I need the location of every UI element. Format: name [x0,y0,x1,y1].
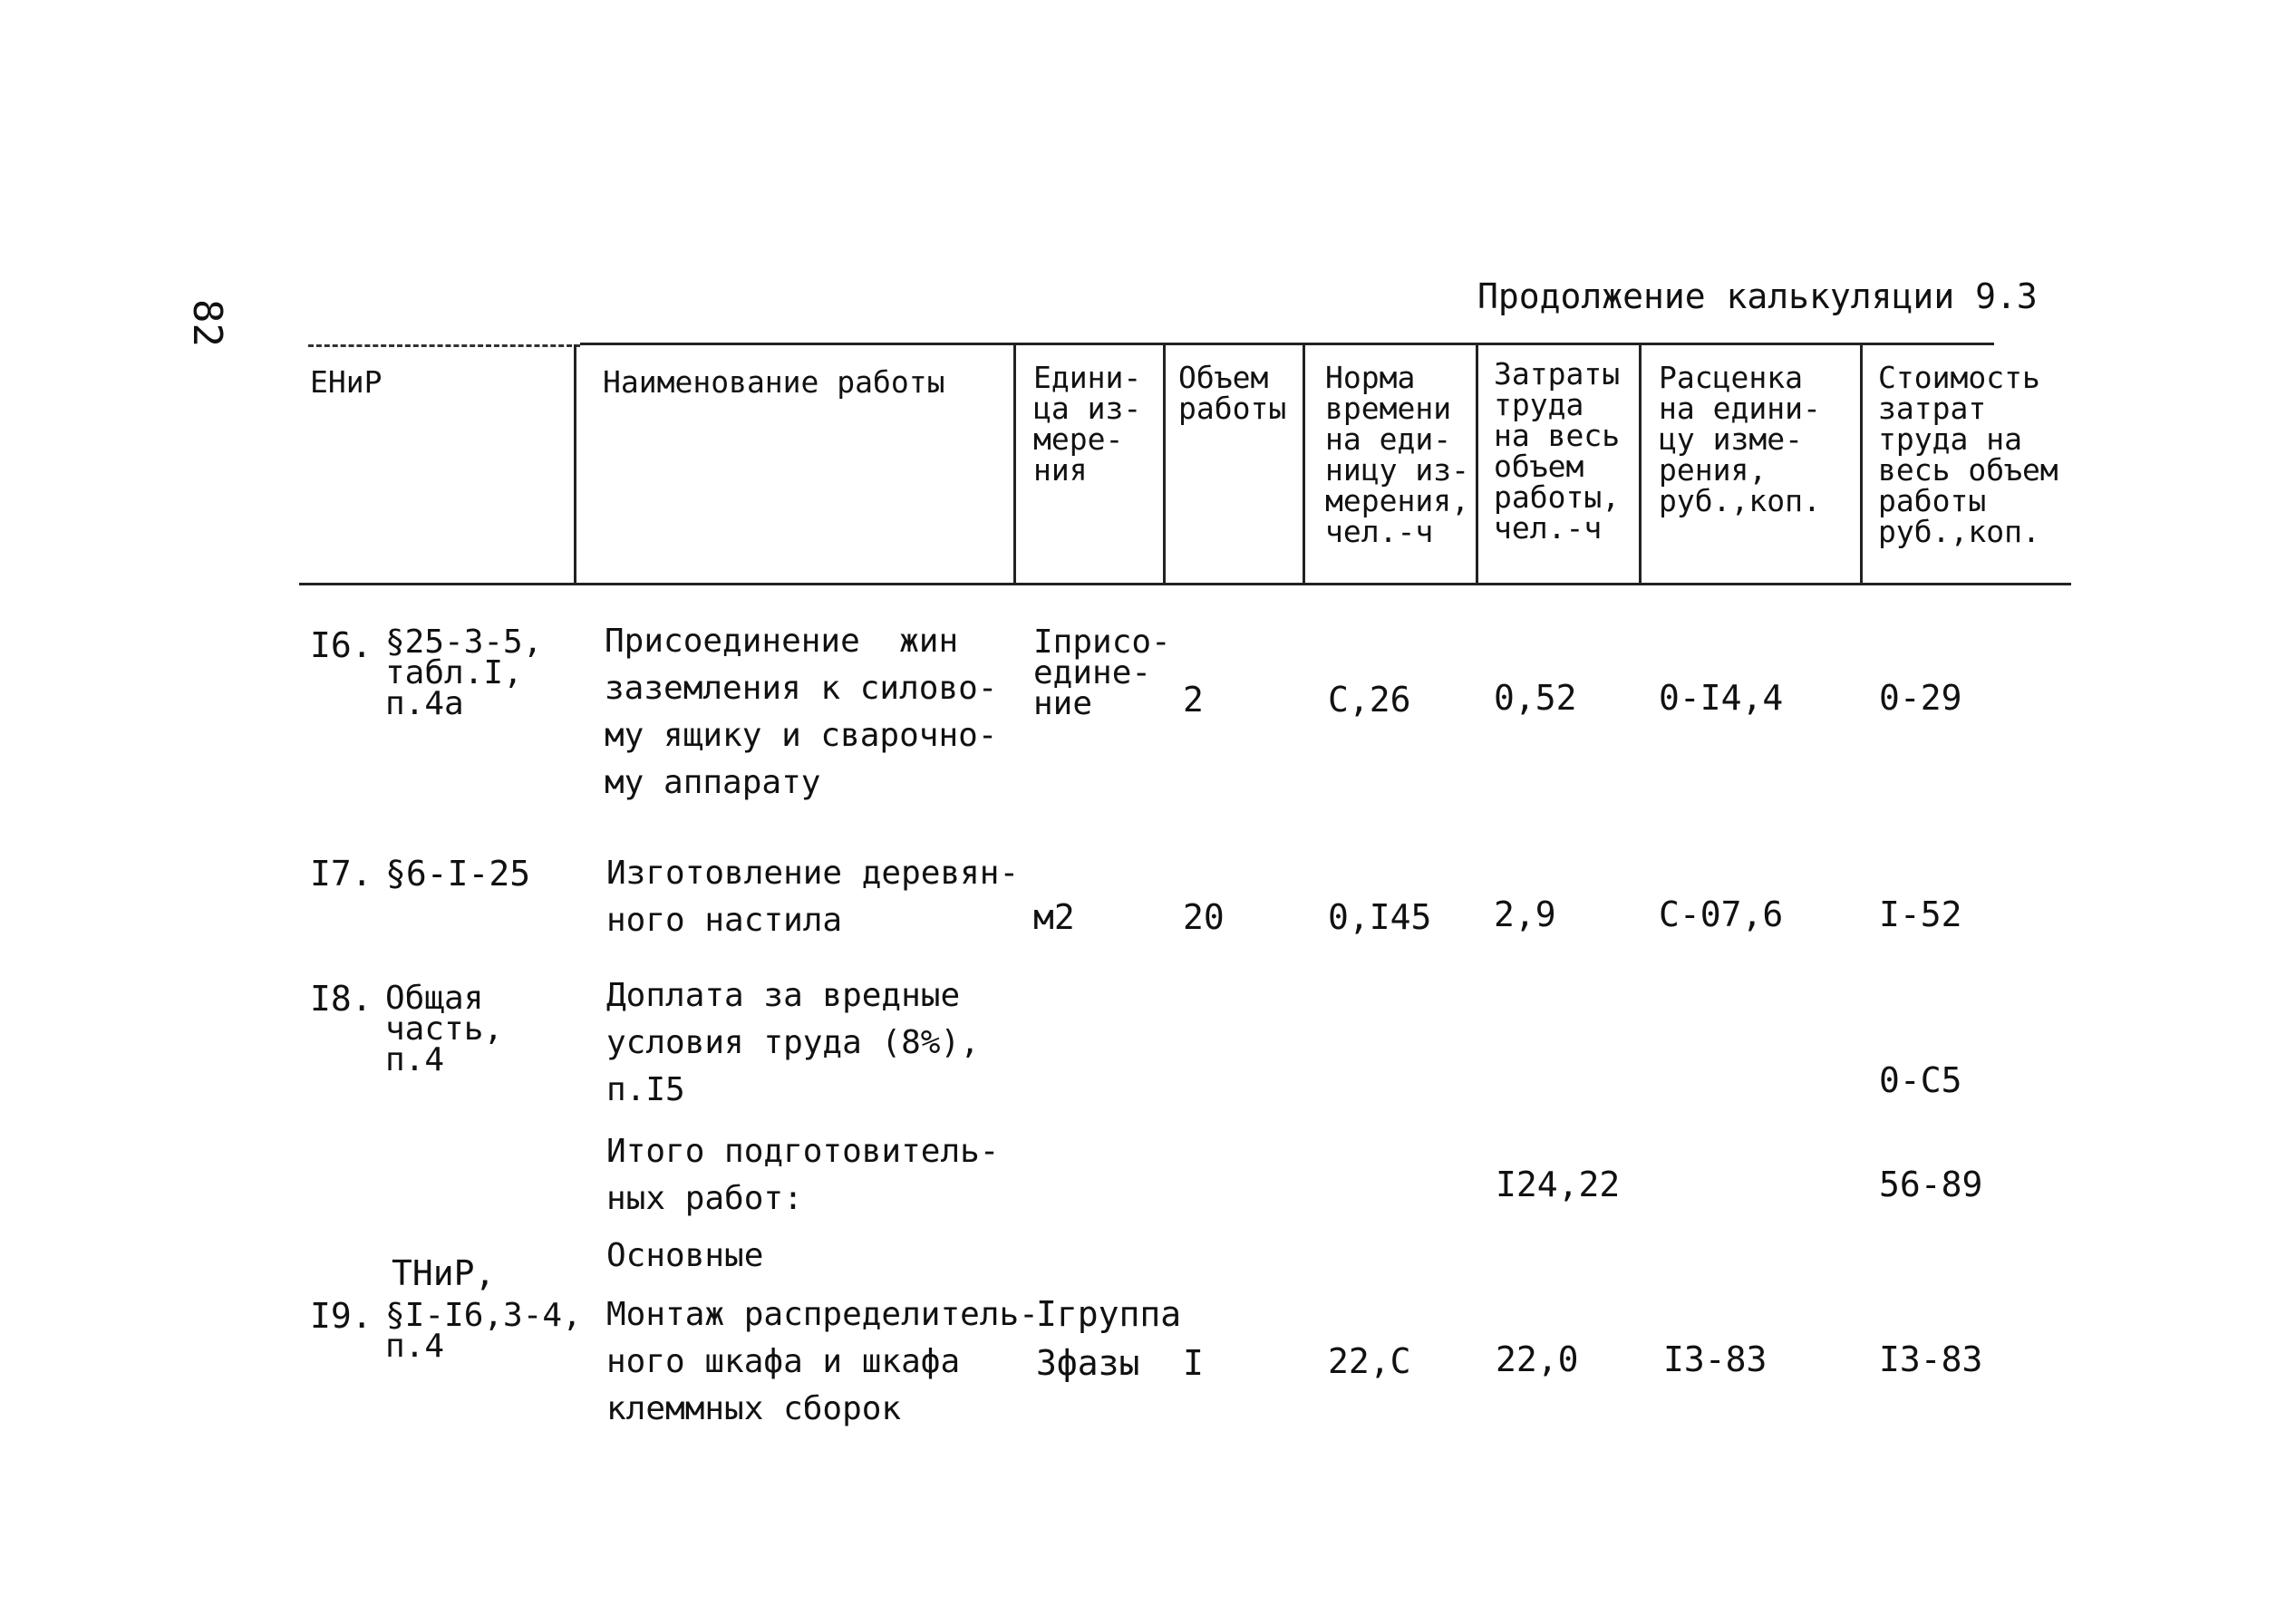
row-number: I6. [310,625,373,665]
column-divider [1013,344,1016,583]
table-header-bottom-rule [299,583,2071,585]
column-divider [1163,344,1166,583]
row-unit: Iприсо- едине- ние [1033,624,1171,722]
row-cost: 0-29 [1879,678,1962,718]
row-time-norm: С,26 [1328,680,1411,720]
row-number: I7. [310,854,373,894]
table-top-rule-dashed [308,344,580,347]
row-rate: 0-I4,4 [1659,678,1784,718]
row-unit-line1: Iгруппа [1036,1294,1182,1334]
row-labor: 0,52 [1494,678,1577,718]
row-work-name: Монтаж распределитель- ного шкафа и шкафа клеммных сборок [606,1296,1039,1427]
row-volume: I [1183,1343,1204,1383]
row-volume: 20 [1183,897,1225,937]
column-divider [574,344,576,583]
row-number: I8. [310,979,373,1019]
page-number: 82 [184,299,230,347]
row-labor: 22,0 [1496,1339,1579,1379]
row-cost: I3-83 [1879,1339,1983,1379]
row-volume: 2 [1183,680,1204,720]
row-reference: §6-I-25 [385,854,531,894]
row-cost: 0-С5 [1879,1060,1962,1100]
row-rate: I3-83 [1663,1339,1768,1379]
row-cost: I-52 [1879,894,1962,934]
column-divider [1303,344,1305,583]
header-unit: Едини- ца из- мере- ния [1033,360,1142,488]
header-volume: Объем работы [1178,360,1287,426]
row-rate: С-07,6 [1659,894,1784,934]
header-rate: Расценка на едини- цу изме- рения, руб.,коп. [1659,360,1821,518]
row-unit: м2 [1033,897,1075,937]
row-reference-prefix: ТНиР, [392,1253,496,1293]
header-enir: ЕНиР [310,364,383,400]
row-time-norm: 0,I45 [1328,897,1432,937]
row-unit-line2: 3фазы [1036,1343,1140,1383]
header-work-name: Наименование работы [603,364,945,400]
row-labor: 2,9 [1494,894,1556,934]
continuation-title: Продолжение калькуляции 9.3 [1477,276,2038,316]
subtotal-label: Итого подготовитель- ных работ: [606,1133,1000,1217]
row-reference: §I-I6,3-4, п.4 [385,1297,582,1365]
header-time-norm: Норма времени на еди- ницу из- мерения, чел.-ч [1325,360,1469,549]
row-work-name: Доплата за вредные условия труда (8%), п.I5 [606,977,980,1108]
row-work-name: Изготовление деревян- ного настила [606,855,1020,939]
row-time-norm: 22,С [1328,1341,1411,1381]
row-reference: §25-3-5, табл.I, п.4а [385,624,543,722]
column-divider [1639,344,1642,583]
subtotal-cost: 56-89 [1879,1165,1983,1204]
subtotal-labor: I24,22 [1496,1165,1621,1204]
header-labor: Затраты труда на весь объем работы, чел.-ч [1494,356,1621,546]
section-heading: Основные [606,1237,764,1274]
row-number: I9. [310,1296,373,1336]
row-reference: Общая часть, п.4 [385,980,504,1078]
header-cost: Стоимость затрат труда на весь объем работы руб.,коп. [1878,360,2058,549]
column-divider [1860,344,1863,583]
table-top-rule [580,343,1994,345]
column-divider [1476,344,1478,583]
row-work-name: Присоединение жин заземления к силово- му ящику и сварочно- му аппарату [605,623,998,801]
